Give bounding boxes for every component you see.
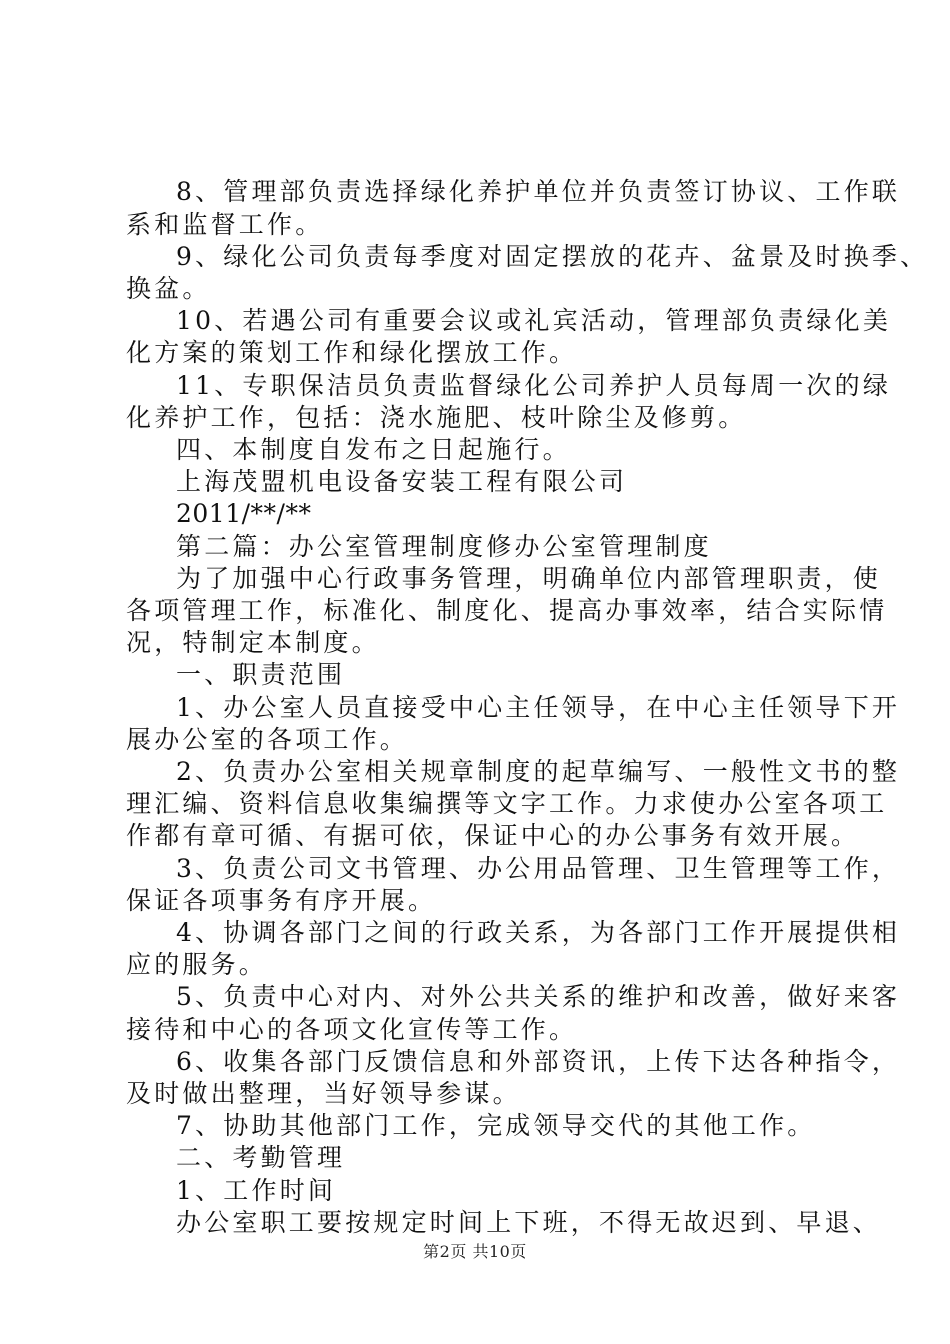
paragraph-line: 2、负责办公室相关规章制度的起草编写、一般性文书的整: [176, 757, 901, 786]
paragraph-line: 5、负责中心对内、对外公共关系的维护和改善，做好来客: [176, 982, 901, 1011]
paragraph-line: 11、专职保洁员负责监督绿化公司养护人员每周一次的绿: [176, 371, 892, 400]
paragraph-line: 为了加强中心行政事务管理，明确单位内部管理职责，使: [176, 564, 882, 593]
paragraph-line: 保证各项事务有序开展。: [126, 886, 437, 915]
document-date: 2011/**/**: [176, 499, 312, 528]
section-heading: 第二篇：办公室管理制度修办公室管理制度: [176, 532, 712, 561]
paragraph-line: 四、本制度自发布之日起施行。: [176, 435, 571, 464]
paragraph-line: 况，特制定本制度。: [126, 628, 380, 657]
section-heading: 二、考勤管理: [176, 1143, 346, 1172]
paragraph-line: 3、负责公司文书管理、办公用品管理、卫生管理等工作，: [176, 854, 901, 883]
subsection-heading: 1、工作时间: [176, 1176, 337, 1205]
paragraph-line: 10、若遇公司有重要会议或礼宾活动，管理部负责绿化美: [176, 306, 892, 335]
paragraph-line: 及时做出整理，当好领导参谋。: [126, 1079, 521, 1108]
paragraph-line: 各项管理工作，标准化、制度化、提高办事效率，结合实际情: [126, 596, 888, 625]
paragraph-line: 9、绿化公司负责每季度对固定摆放的花卉、盆景及时换季、: [176, 242, 929, 271]
paragraph-line: 接待和中心的各项文化宣传等工作。: [126, 1015, 578, 1044]
paragraph-line: 1、办公室人员直接受中心主任领导，在中心主任领导下开: [176, 693, 901, 722]
company-name: 上海茂盟机电设备安装工程有限公司: [176, 467, 628, 496]
paragraph-line: 6、收集各部门反馈信息和外部资讯，上传下达各种指令，: [176, 1047, 901, 1076]
page-number-footer: 第2页 共10页: [423, 1242, 527, 1261]
paragraph-line: 7、协助其他部门工作，完成领导交代的其他工作。: [176, 1111, 816, 1140]
paragraph-line: 换盆。: [126, 274, 211, 303]
paragraph-line: 应的服务。: [126, 950, 268, 979]
paragraph-line: 系和监督工作。: [126, 210, 324, 239]
paragraph-line: 化方案的策划工作和绿化摆放工作。: [126, 338, 578, 367]
paragraph-line: 理汇编、资料信息收集编撰等文字工作。力求使办公室各项工: [126, 789, 888, 818]
paragraph-line: 作都有章可循、有据可依，保证中心的办公事务有效开展。: [126, 821, 860, 850]
paragraph-line: 展办公室的各项工作。: [126, 725, 409, 754]
paragraph-line: 8、管理部负责选择绿化养护单位并负责签订协议、工作联: [176, 177, 901, 206]
paragraph-line: 办公室职工要按规定时间上下班，不得无故迟到、早退、: [176, 1208, 882, 1237]
paragraph-line: 化养护工作，包括：浇水施肥、枝叶除尘及修剪。: [126, 403, 747, 432]
paragraph-line: 4、协调各部门之间的行政关系，为各部门工作开展提供相: [176, 918, 901, 947]
section-heading: 一、职责范围: [176, 660, 346, 689]
